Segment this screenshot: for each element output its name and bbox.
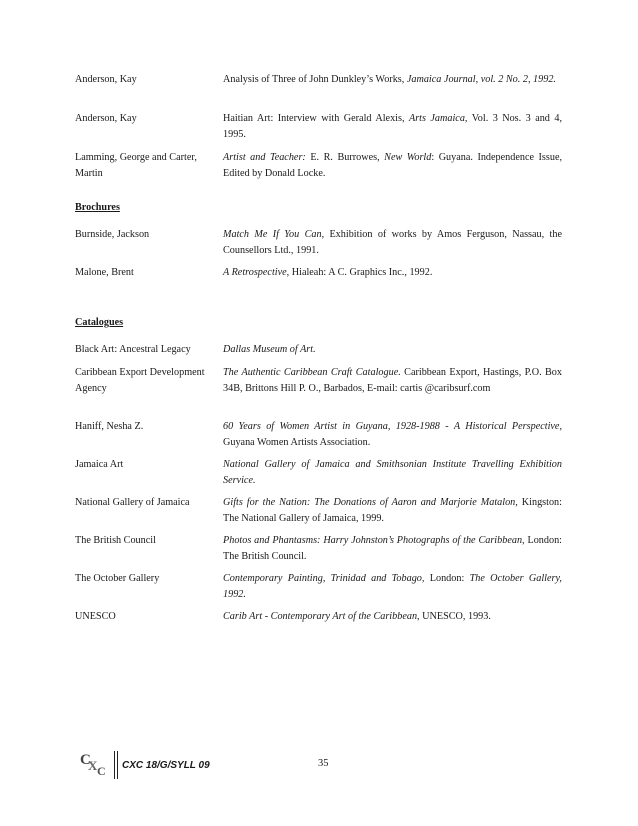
- svg-text:C: C: [97, 764, 106, 776]
- reference-author: Haniff, Nesha Z.: [75, 421, 144, 432]
- reference-author: Lamming, George and Carter, Martin: [75, 152, 197, 179]
- reference-author: Burnside, Jackson: [75, 229, 150, 240]
- svg-text:X: X: [88, 758, 98, 773]
- italic-text-run: Artist and Teacher:: [223, 152, 306, 163]
- reference-author: Anderson, Kay: [75, 113, 137, 124]
- reference-author: Jamaica Art: [75, 459, 124, 470]
- text-run: , UNESCO, 1993.: [417, 611, 491, 622]
- italic-text-run: Photos and Phantasms: Harry Johnston’s Photographs of the Caribbean: [223, 535, 523, 546]
- italic-text-run: Contemporary Painting, Trinidad and Tobago,: [223, 573, 425, 584]
- italic-text-run: Jamaica Journal, vol. 2 No. 2, 1992.: [406, 74, 556, 85]
- italic-text-run: Carib Art - Contemporary Art of the Caribbean: [223, 611, 418, 622]
- section-heading-catalogues: Catalogues: [75, 317, 124, 328]
- italic-text-run: A Retrospective: [223, 267, 287, 278]
- reference-description: [223, 457, 562, 488]
- reference-description: [223, 495, 562, 526]
- italic-text-run: The October Gallery, 1992.: [223, 573, 562, 600]
- reference-author: Malone, Brent: [75, 267, 134, 278]
- reference-author: Caribbean Export Development Agency: [75, 367, 205, 394]
- italic-text-run: Match Me If You Can: [223, 229, 322, 240]
- reference-description: [223, 72, 562, 88]
- text-run: , Kingston: The National Gallery of Jamaica, 1999.: [223, 497, 562, 524]
- reference-description: [223, 265, 562, 281]
- text-run: Caribbean Export, Hastings, P.O. Box 34B, Brittons Hill P. O., Barbados, E-mail: cartis @caribsurf.com: [223, 367, 562, 394]
- text-run: , Vol. 3 Nos. 3 and 4, 1995.: [223, 113, 562, 140]
- text-run: Haitian Art: Interview with Gerald Alexis,: [223, 113, 409, 124]
- text-run: , Hialeah: A C. Graphics Inc., 1992.: [286, 267, 433, 278]
- reference-description: [223, 571, 562, 602]
- text-run: , London: The British Council.: [223, 535, 562, 562]
- reference-author: The British Council: [75, 535, 156, 546]
- section-heading-brochures: Brochures: [75, 202, 120, 213]
- text-run: , Exhibition of works by Amos Ferguson, Nassau, the Counsellors Ltd., 1991.: [223, 229, 562, 256]
- reference-description: [223, 150, 562, 181]
- page-number: 35: [318, 758, 329, 769]
- text-run: London:: [424, 573, 470, 584]
- footer-divider: [117, 751, 118, 779]
- italic-text-run: 60 Years of Women Artist in Guyana, 1928-1988 - A Historical Perspective: [223, 421, 560, 432]
- italic-text-run: New World: [384, 152, 432, 163]
- reference-description: [223, 111, 562, 142]
- italic-text-run: Arts Jamaica: [408, 113, 465, 124]
- text-run: Analysis of Three of John Dunkley’s Works,: [223, 74, 407, 85]
- reference-description: [223, 342, 562, 358]
- italic-text-run: Dallas Museum of Art.: [223, 344, 316, 355]
- syllabus-code: CXC 18/G/SYLL 09: [122, 760, 210, 771]
- cxc-logo-icon: [78, 748, 112, 776]
- page-footer: [78, 748, 568, 778]
- reference-author: The October Gallery: [75, 573, 160, 584]
- reference-description: [223, 227, 562, 258]
- reference-description: [223, 533, 562, 564]
- italic-text-run: The Authentic Caribbean Craft Catalogue.: [223, 367, 401, 378]
- svg-text:C: C: [80, 752, 91, 768]
- text-run: : Guyana. Independence Issue, Edited by Donald Locke.: [223, 152, 563, 179]
- text-run: , Guyana Women Artists Association.: [223, 421, 562, 448]
- footer-divider: [114, 751, 115, 779]
- reference-author: Anderson, Kay: [75, 74, 137, 85]
- italic-text-run: Gifts for the Nation: The Donations of Aaron and Marjorie Matalon: [223, 497, 516, 508]
- italic-text-run: National Gallery of Jamaica and Smithsonian Institute Travelling Exhibition Service.: [223, 459, 562, 486]
- reference-author: National Gallery of Jamaica: [75, 497, 190, 508]
- reference-description: [223, 419, 562, 450]
- reference-description: [223, 365, 562, 396]
- reference-author: UNESCO: [75, 611, 116, 622]
- reference-description: [223, 609, 562, 625]
- reference-author: Black Art: Ancestral Legacy: [75, 344, 191, 355]
- text-run: E. R. Burrowes,: [305, 152, 385, 163]
